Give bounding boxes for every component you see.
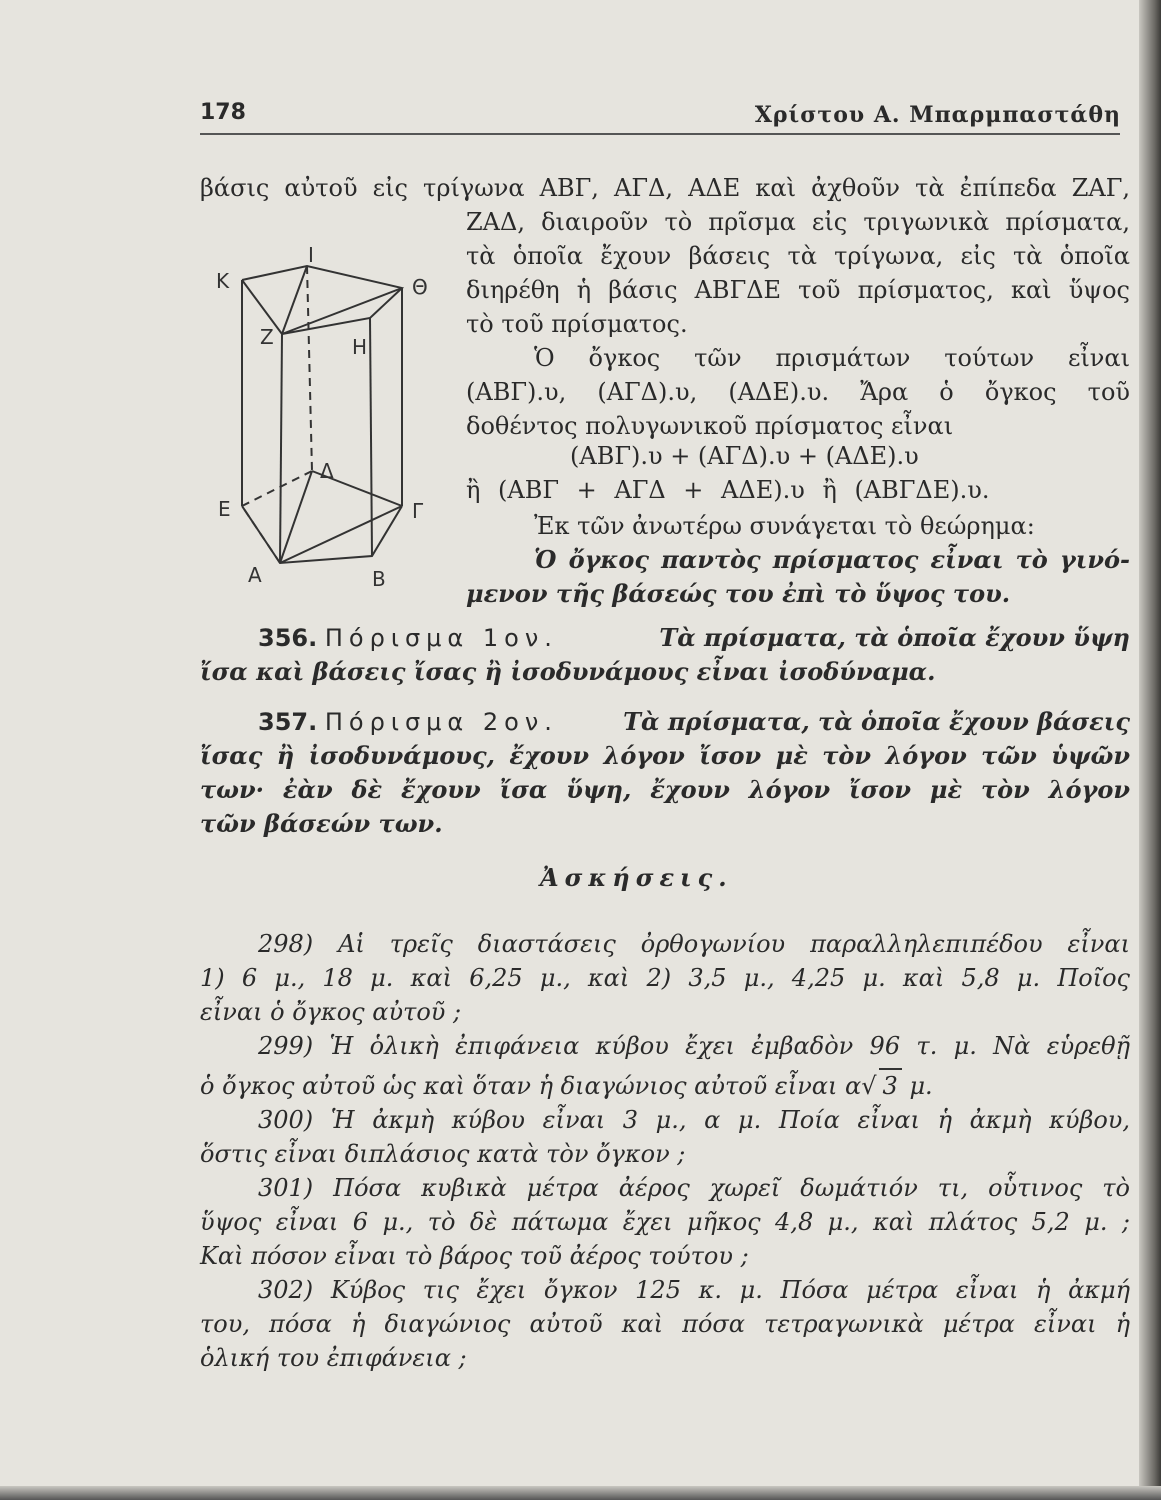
corollary-357-text: Τὰ πρίσματα, τὰ ὁποῖα ἔχουν βάσεις	[623, 707, 1130, 736]
equation-line: (ΑΒΓ).υ + (ΑΓΔ).υ + (ΑΔΕ).υ	[570, 442, 919, 470]
body-line: τὸ τοῦ πρίσματος.	[466, 310, 688, 338]
page-number: 178	[200, 100, 246, 125]
prism-figure	[212, 236, 452, 596]
exercise-line: 298) Αἱ τρεῖς διαστάσεις ὀρθογωνίου παραλληλεπιπέδου εἶναι	[258, 930, 1130, 958]
sqrt-sign: √	[861, 1072, 877, 1100]
exercise-line: ὅστις εἶναι διπλάσιος κατὰ τὸν ὄγκον ;	[200, 1140, 686, 1168]
label-B: B	[372, 567, 386, 591]
body-line: διηρέθη ἡ βάσις ΑΒΓΔΕ τοῦ πρίσματος, καὶ ὕψος	[466, 276, 1130, 304]
label-delta: Δ	[320, 459, 334, 483]
corollary-357-text: τῶν βάσεών των.	[200, 809, 443, 838]
exercises-heading: Ἀσκήσεις.	[540, 863, 733, 892]
exercise-299-unit: μ.	[901, 1072, 933, 1100]
corollary-357-text: ἴσας ἢ ἰσοδυνάμους, ἔχουν λόγον ἴσον μὲ τὸν λόγον τῶν ὑψῶν	[200, 741, 1130, 770]
label-A: A	[248, 563, 262, 587]
label-I: I	[308, 243, 314, 267]
label-H: H	[352, 335, 368, 359]
body-line: Ἐκ τῶν ἀνωτέρω συνάγεται τὸ θεώρημα:	[534, 512, 1035, 540]
corollary-356-line	[258, 622, 1130, 654]
page-edge-shadow	[1139, 0, 1161, 1500]
corollary-357-line	[258, 706, 1130, 738]
body-line: ΖΑΔ, διαιροῦν τὸ πρῖσμα εἰς τριγωνικὰ πρίσματα,	[466, 208, 1130, 236]
body-line: Ὁ ὄγκος τῶν πρισμάτων τούτων εἶναι	[534, 344, 1130, 372]
body-line: τὰ ὁποῖα ἔχουν βάσεις τὰ τρίγωνα, εἰς τὰ ὁποῖα	[466, 242, 1130, 270]
label-Z: Z	[260, 325, 274, 349]
label-gamma: Γ	[412, 499, 424, 523]
body-line: βάσις αὐτοῦ εἰς τρίγωνα ΑΒΓ, ΑΓΔ, ΑΔΕ καὶ ἀχθοῦν τὰ ἐπίπεδα ΖΑΓ,	[200, 174, 1130, 202]
header-rule	[200, 133, 1120, 135]
equation-line: ἢ (ΑΒΓ + ΑΓΔ + ΑΔΕ).υ ἢ (ΑΒΓΔΕ).υ.	[466, 476, 990, 504]
exercise-299-text: ὁ ὄγκος αὐτοῦ ὡς καὶ ὅταν ἡ διαγώνιος αὐτοῦ εἶναι α	[200, 1072, 862, 1100]
exercise-line: 301) Πόσα κυβικὰ μέτρα ἀέρος χωρεῖ δωμάτιόν τι, οὗτινος τὸ	[258, 1174, 1130, 1202]
exercise-line: ὁλική του ἐπιφάνεια ;	[200, 1344, 467, 1372]
corollary-356-text: Τὰ πρίσματα, τὰ ὁποῖα ἔχουν ὕψη	[659, 623, 1130, 652]
corollary-357-text: των· ἐὰν δὲ ἔχουν ἴσα ὕψη, ἔχουν λόγον ἴσον μὲ τὸν λόγον	[200, 775, 1130, 804]
corollary-356-number: 356.	[258, 624, 318, 652]
exercise-line: Καὶ πόσον εἶναι τὸ βάρος τοῦ ἀέρος τούτου ;	[200, 1242, 749, 1270]
label-K: K	[216, 269, 230, 293]
corollary-357-number: 357.	[258, 708, 318, 736]
exercise-line: 302) Κύβος τις ἔχει ὄγκον 125 κ. μ. Πόσα μέτρα εἶναι ἡ ἀκμή	[258, 1276, 1130, 1304]
exercise-line: ὕψος εἶναι 6 μ., τὸ δὲ πάτωμα ἔχει μῆκος 4,8 μ., καὶ πλάτος 5,2 μ. ;	[200, 1208, 1130, 1236]
body-line: (ΑΒΓ).υ, (ΑΓΔ).υ, (ΑΔΕ).υ. Ἄρα ὁ ὄγκος τοῦ	[466, 378, 1130, 406]
corollary-357-label: Πόρισμα 2ον.	[324, 708, 558, 736]
exercise-line: 299) Ἡ ὁλικὴ ἐπιφάνεια κύβου ἔχει ἐμβαδὸν 96 τ. μ. Νὰ εὑρεθῇ	[258, 1032, 1130, 1060]
exercise-line: εἶναι ὁ ὄγκος αὐτοῦ ;	[200, 998, 462, 1026]
label-theta: Θ	[412, 275, 428, 299]
page-bottom-shadow	[0, 1486, 1161, 1500]
label-E: E	[218, 497, 231, 521]
theorem-line: Ὁ ὄγκος παντὸς πρίσματος εἶναι τὸ γινό-	[534, 545, 1130, 574]
sqrt-radicand: 3	[879, 1068, 902, 1102]
corollary-356-label: Πόρισμα 1ον.	[324, 624, 558, 652]
exercise-line: 1) 6 μ., 18 μ. καὶ 6,25 μ., καὶ 2) 3,5 μ., 4,25 μ. καὶ 5,8 μ. Ποῖος	[200, 964, 1130, 992]
body-line: δοθέντος πολυγωνικοῦ πρίσματος εἶναι	[466, 412, 954, 440]
exercise-line: του, πόσα ἡ διαγώνιος αὐτοῦ καὶ πόσα τετραγωνικὰ μέτρα εἶναι ἡ	[200, 1310, 1130, 1338]
top-face	[242, 266, 402, 334]
corollary-356-text: ἴσα καὶ βάσεις ἴσας ἢ ἰσοδυνάμους εἶναι ἰσοδύναμα.	[200, 657, 936, 686]
theorem-line: μενον τῆς βάσεώς του ἐπὶ τὸ ὕψος του.	[466, 579, 1011, 608]
exercise-line	[200, 1068, 1130, 1102]
running-head: Χρίστου Α. Μπαρμπαστάθη	[754, 102, 1121, 128]
exercise-line: 300) Ἡ ἀκμὴ κύβου εἶναι 3 μ., α μ. Ποία εἶναι ἡ ἀκμὴ κύβου,	[258, 1106, 1130, 1134]
